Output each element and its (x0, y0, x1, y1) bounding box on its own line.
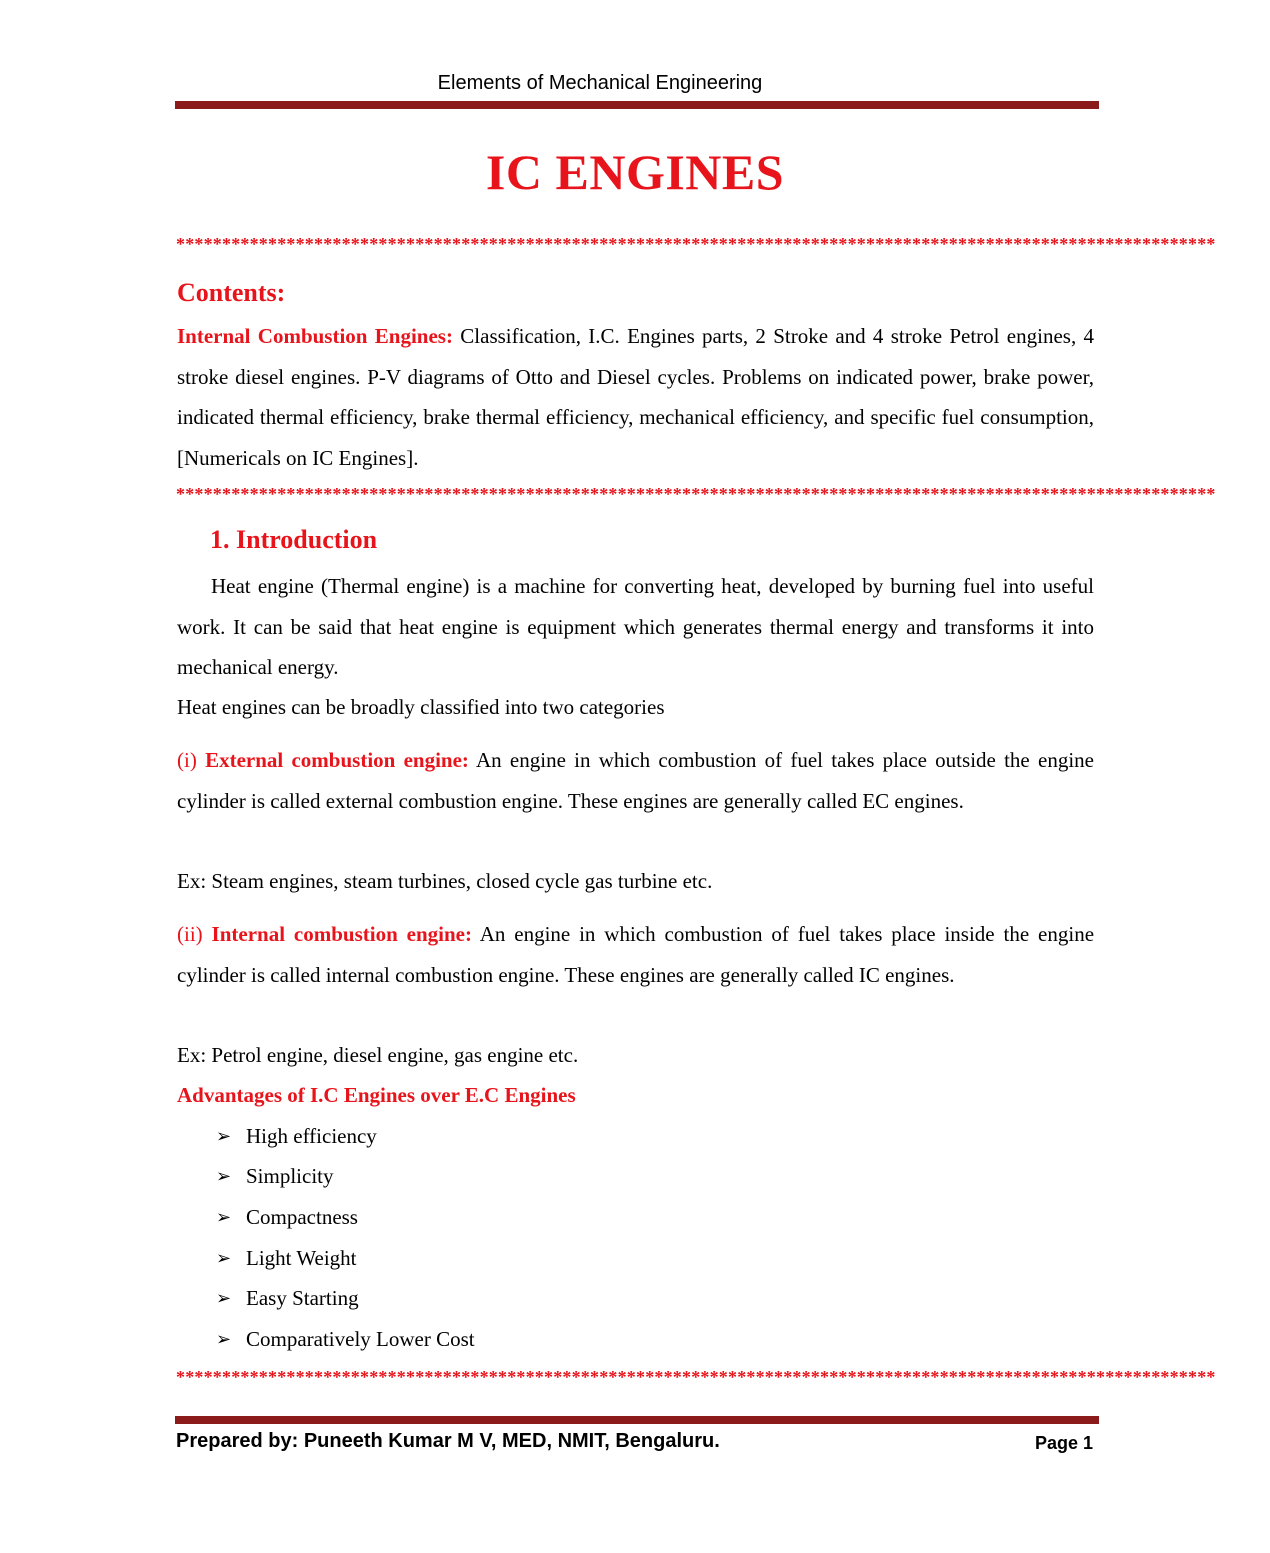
header-rule (175, 101, 1099, 109)
contents-paragraph (177, 316, 1094, 478)
external-term: External combustion engine: (205, 748, 469, 772)
external-example: Ex: Steam engines, steam turbines, closed cycle gas turbine etc. (177, 869, 713, 893)
footer-author (176, 1430, 720, 1453)
contents-lead: Internal Combustion Engines: (177, 324, 453, 348)
arrow-bullet-icon: ➢ (216, 1328, 232, 1349)
page-number: Page 1 (1035, 1433, 1094, 1453)
internal-example: Ex: Petrol engine, diesel engine, gas engine etc. (177, 1043, 579, 1067)
advantages-heading: Advantages of I.C Engines over E.C Engines (177, 1083, 576, 1107)
intro-paragraph: Heat engine (Thermal engine) is a machine for converting heat, developed by burning fuel into useful work. It can be said that heat engine is equipment which generates thermal energy and transforms it into mechanical energy. (177, 574, 1094, 679)
contents-text: Classification, I.C. Engines parts, 2 Stroke and 4 stroke Petrol engines, 4 stroke diesel engines. P-V diagrams of Otto and Diesel cycles. Problems on indicated power, brake power, indicated thermal efficiency, brake thermal efficiency, mechanical efficiency, and specific fuel consumption, [Numericals on IC Engines]. (177, 324, 1094, 470)
arrow-bullet-icon: ➢ (216, 1125, 232, 1146)
prepared-label: Prepared by: (176, 1430, 299, 1452)
list-item: ➢ Compactness (216, 1204, 358, 1229)
page-title: IC ENGINES (485, 144, 785, 200)
advantages-list (216, 1116, 475, 1360)
internal-combustion-paragraph (177, 914, 1094, 995)
list-item: ➢ Easy Starting (216, 1286, 359, 1311)
arrow-bullet-icon: ➢ (216, 1288, 232, 1309)
arrow-bullet-icon: ➢ (216, 1166, 232, 1187)
header-title: Elements of Mechanical Engineering (437, 72, 763, 94)
contents-label: Contents: (177, 278, 286, 307)
internal-num: (ii) (177, 922, 212, 946)
footer-rule (175, 1416, 1099, 1424)
external-combustion-paragraph (177, 740, 1094, 821)
internal-term: Internal combustion engine: (211, 922, 472, 946)
arrow-bullet-icon: ➢ (216, 1247, 232, 1268)
star-divider: ***************************************************************************************************************** (176, 484, 1216, 504)
external-num: (i) (177, 748, 206, 772)
list-item: ➢ Light Weight (216, 1245, 357, 1270)
internal-text: An engine in which combustion of fuel takes place inside the engine cylinder is called internal combustion engine. These engines are generally called IC engines. (177, 922, 1095, 987)
star-divider: ***************************************************************************************************************** (176, 234, 1216, 254)
section-heading-introduction: 1. Introduction (210, 525, 378, 554)
star-divider: ***************************************************************************************************************** (176, 1367, 1216, 1387)
list-item: ➢ Comparatively Lower Cost (216, 1326, 475, 1351)
arrow-bullet-icon: ➢ (216, 1206, 232, 1227)
list-item: ➢ High efficiency (216, 1123, 377, 1148)
external-text: An engine in which combustion of fuel takes place outside the engine cylinder is called external combustion engine. These engines are generally called EC engines. (177, 748, 1094, 813)
prepared-by: Puneeth Kumar M V, MED, NMIT, Bengaluru. (298, 1430, 720, 1452)
categories-line: Heat engines can be broadly classified into two categories (177, 695, 665, 719)
list-item: ➢ Simplicity (216, 1164, 334, 1189)
